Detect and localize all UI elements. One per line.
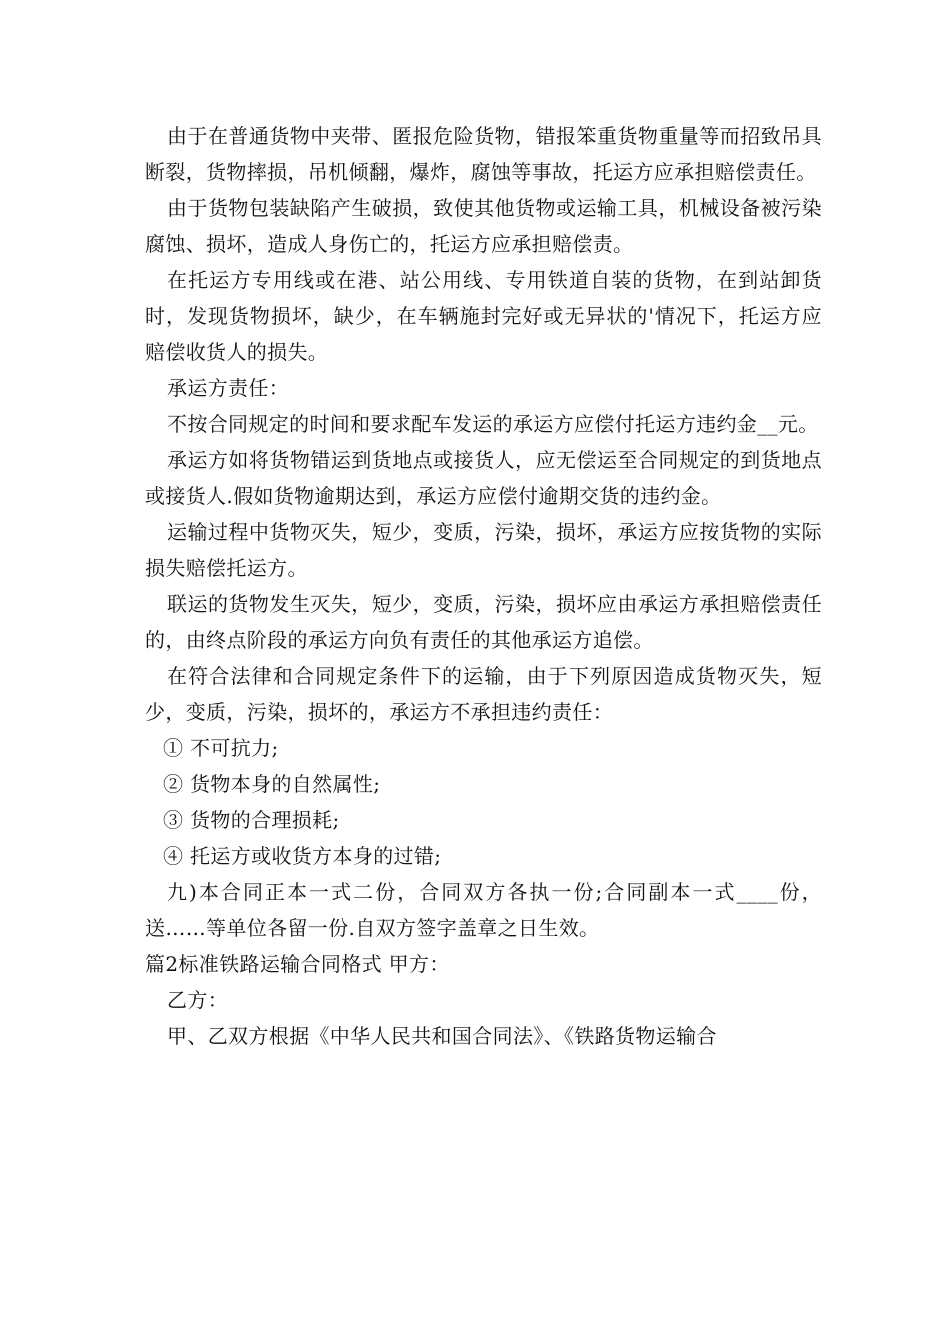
paragraph-carrier-cargo-loss: 运输过程中货物灭失，短少，变质，污染，损坏，承运方应按货物的实际损失赔偿托运方。	[145, 520, 822, 580]
list-item-reasonable-loss: ③ 货物的合理损耗;	[163, 808, 340, 832]
paragraph-shipper-liability-dangerous-goods: 由于在普通货物中夹带、匿报危险货物，错报笨重货物重量等而招致吊具断裂，货物摔损，吊机倾翻，爆炸，腐蚀等事故，托运方应承担赔偿责任。	[145, 124, 822, 184]
paragraph-carrier-liability-heading: 承运方责任：	[167, 376, 290, 400]
paragraph-shipper-liability-self-loading: 在托运方专用线或在港、站公用线、专用铁道自装的货物，在到站卸货时，发现货物损坏，缺少，在车辆施封完好或无异状的'情况下，托运方应赔偿收货人的损失。	[145, 268, 822, 364]
list-item-force-majeure: ① 不可抗力;	[163, 736, 279, 760]
paragraph-carrier-exemptions: 在符合法律和合同规定条件下的运输，由于下列原因造成货物灭失，短少，变质，污染，损坏的，承运方不承担违约责任：	[145, 664, 822, 724]
paragraph-carrier-misdelivery: 承运方如将货物错运到货地点或接货人，应无偿运至合同规定的到货地点或接货人.假如货物逾期达到，承运方应偿付逾期交货的违约金。	[145, 448, 822, 508]
paragraph-joint-transport-loss: 联运的货物发生灭失，短少，变质，污染，损坏应由承运方承担赔偿责任的，由终点阶段的承运方向负有责任的其他承运方追偿。	[145, 592, 822, 652]
paragraph-contract-basis: 甲、乙双方根据《中华人民共和国合同法》、《铁路货物运输合	[167, 1024, 717, 1048]
list-item-party-fault: ④ 托运方或收货方本身的过错;	[163, 844, 442, 868]
paragraph-shipper-liability-packaging: 由于货物包装缺陷产生破损，致使其他货物或运输工具，机械设备被污染腐蚀、损坏，造成人身伤亡的，托运方应承担赔偿责。	[145, 196, 822, 256]
paragraph-contract-copies: 九)本合同正本一式二份，合同双方各执一份;合同副本一式____份，送……等单位各留一份.自双方签字盖章之日生效。	[145, 880, 822, 940]
party-b-label: 乙方：	[167, 988, 229, 1012]
paragraph-carrier-late-dispatch: 不按合同规定的时间和要求配车发运的承运方应偿付托运方违约金__元。	[167, 412, 819, 436]
list-item-natural-attributes: ② 货物本身的自然属性;	[163, 772, 381, 796]
section-heading-part-2: 篇2标准铁路运输合同格式 甲方：	[145, 952, 450, 976]
